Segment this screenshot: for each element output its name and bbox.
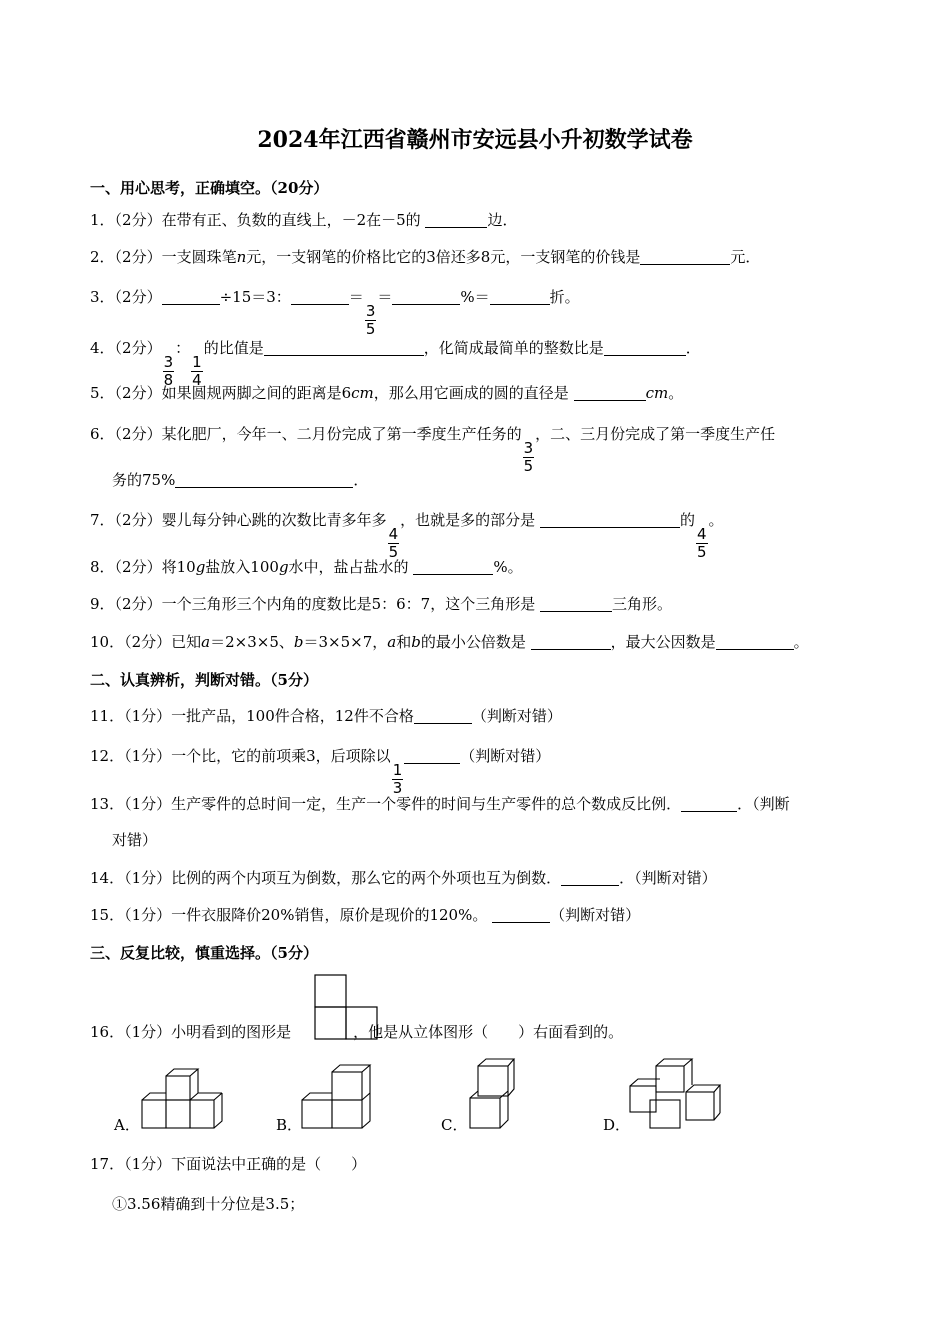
option-b-solid-figure[interactable] [300, 1064, 372, 1130]
question-13-continued: 对错） [112, 831, 158, 849]
answer-blank[interactable] [425, 211, 487, 228]
page-title: 2024年江西省赣州市安远县小升初数学试卷 [257, 127, 693, 153]
option-d-label[interactable]: D． [603, 1116, 631, 1134]
question-17-statement-1: ①3.56精确到十分位是3.5； [112, 1195, 305, 1213]
answer-blank[interactable] [414, 707, 472, 724]
section-3-heading: 三、反复比较，慎重选择。（5分） [90, 944, 318, 962]
question-13: 13．（1分）生产零件的总时间一定，生产一个零件的时间与生产零件的总个数成反比例． ．（判断 [90, 795, 790, 813]
fraction: $\frac{4}{5}$ [696, 525, 707, 561]
answer-blank[interactable] [561, 869, 619, 886]
question-16: 16．（1分）小明看到的图形是 ，他是从立体图形（ ）右面看到的。 [90, 1023, 624, 1041]
question-4: 4．（2分） $\frac{3}{8}$ ： $\frac{1}{4}$ 的比值是 ，化简成最简单的整数比是 ． [90, 339, 701, 389]
answer-blank[interactable] [540, 511, 680, 528]
answer-blank[interactable] [404, 747, 460, 764]
question-15: 15．（1分）一件衣服降价20%销售，原价是现价的120%。 （判断对错） [90, 906, 641, 924]
option-b-label[interactable]: B． [276, 1116, 303, 1134]
fraction: $\frac{3}{5}$ [365, 302, 376, 338]
answer-blank[interactable] [264, 339, 424, 356]
answer-blank[interactable] [531, 633, 611, 650]
section-1-heading: 一、用心思考，正确填空。（20分） [90, 179, 329, 197]
question-1: 1．（2分）在带有正、负数的直线上，－2在－5的 边． [90, 211, 518, 229]
fraction: $\frac{3}{5}$ [523, 439, 534, 475]
answer-blank[interactable] [162, 288, 220, 305]
question-14: 14．（1分）比例的两个内项互为倒数，那么它的两个外项也互为倒数． ．（判断对错） [90, 869, 717, 887]
question-9: 9．（2分）一个三角形三个内角的度数比是5：6：7，这个三角形是 三角形。 [90, 595, 673, 613]
answer-blank[interactable] [490, 288, 550, 305]
question-2: 2．（2分）一支圆珠笔n元，一支钢笔的价格比它的3倍还多8元，一支钢笔的价钱是 元． [90, 248, 761, 266]
fraction: $\frac{3}{8}$ [163, 353, 174, 389]
fraction: $\frac{1}{3}$ [392, 761, 403, 797]
answer-blank[interactable] [604, 339, 686, 356]
answer-blank[interactable] [540, 595, 612, 612]
right-view-figure [314, 974, 378, 1040]
question-6-continued: 务的75% ． [112, 471, 369, 489]
question-10: 10．（2分）已知a＝2×3×5、b＝3×5×7，a和b的最小公倍数是 ，最大公因数是 。 [90, 633, 809, 651]
question-8: 8．（2分）将10g盐放入100g水中，盐占盐水的 %。 [90, 558, 523, 576]
question-6: 6．（2分）某化肥厂，今年一、二月份完成了第一季度生产任务的 $\frac{3}{5}$ ，二、三月份完成了第一季度生产任 [90, 425, 776, 475]
question-12: 12．（1分）一个比，它的前项乘3，后项除以 $\frac{1}{3}$ （判断对错） [90, 747, 551, 797]
question-11: 11．（1分）一批产品，100件合格，12件不合格 （判断对错） [90, 707, 562, 725]
answer-blank[interactable] [716, 633, 794, 650]
option-c-solid-figure[interactable] [468, 1058, 516, 1130]
answer-blank[interactable] [640, 248, 730, 265]
option-d-solid-figure[interactable] [626, 1056, 722, 1130]
option-a-label[interactable]: A． [114, 1116, 140, 1134]
answer-blank[interactable] [574, 384, 646, 401]
fraction: $\frac{1}{4}$ [192, 353, 202, 389]
fraction: $\frac{4}{5}$ [388, 525, 399, 561]
question-7: 7．（2分）婴儿每分钟心跳的次数比青多年多 $\frac{4}{5}$ ，也就是多的部分是 的 $\frac{4}{5}$ 。 [90, 511, 724, 561]
question-5: 5．（2分）如果圆规两脚之间的距离是6cm，那么用它画成的圆的直径是 cm。 [90, 384, 684, 402]
section-2-heading: 二、认真辨析，判断对错。（5分） [90, 671, 318, 689]
answer-blank[interactable] [492, 906, 550, 923]
question-17: 17．（1分）下面说法中正确的是（ ） [90, 1155, 367, 1173]
question-3: 3．（2分） ÷15＝3： ＝ $\frac{3}{5}$ ＝ %＝ 折。 [90, 288, 580, 338]
answer-blank[interactable] [291, 288, 349, 305]
option-c-label[interactable]: C． [441, 1116, 468, 1134]
answer-blank[interactable] [413, 558, 493, 575]
answer-blank[interactable] [392, 288, 460, 305]
answer-blank[interactable] [175, 471, 353, 488]
answer-blank[interactable] [681, 795, 737, 812]
option-a-solid-figure[interactable] [140, 1068, 236, 1130]
